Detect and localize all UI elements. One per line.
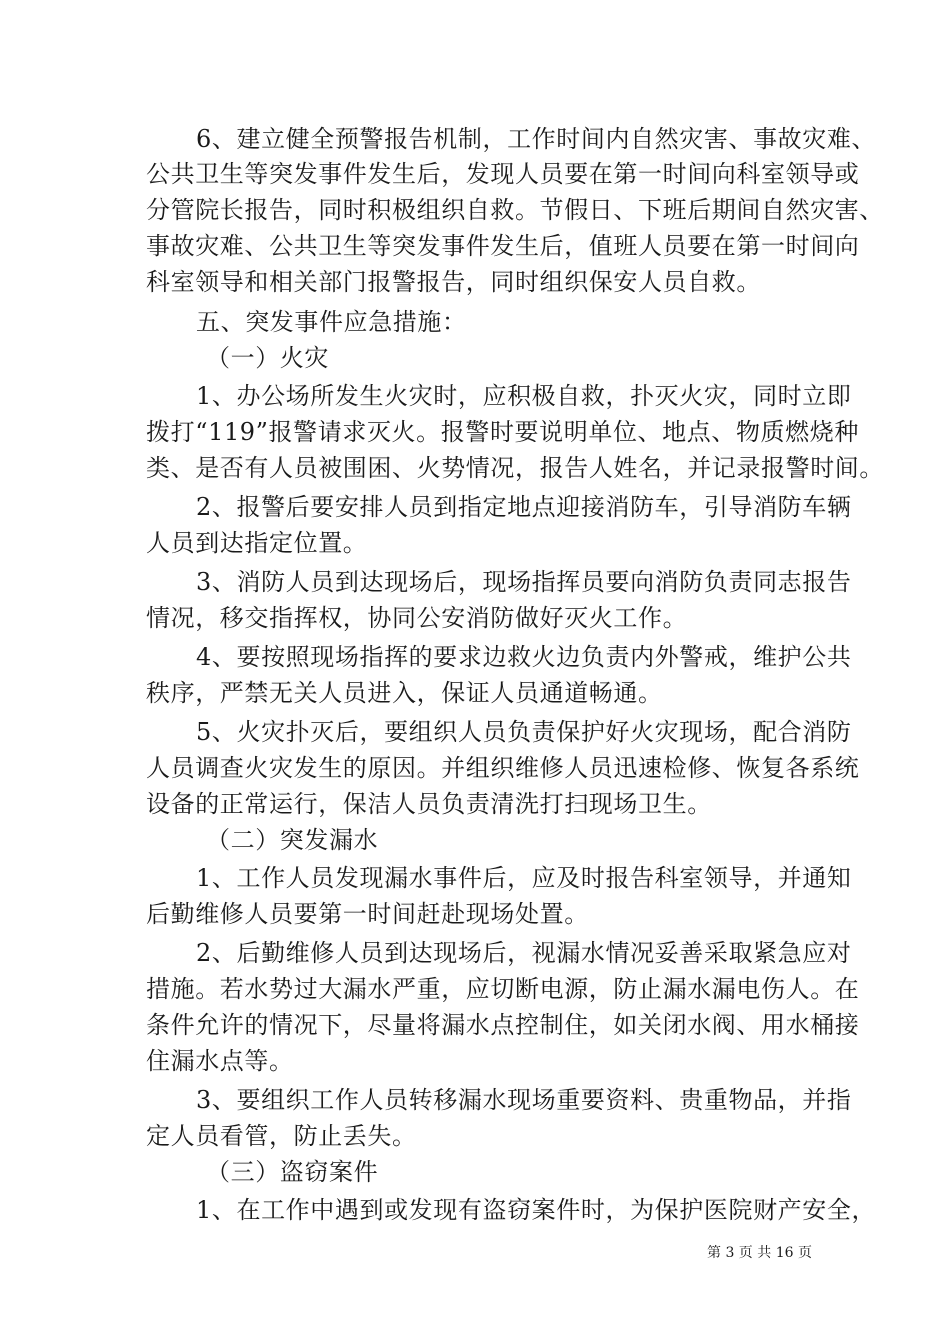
body-line: 住漏水点等。 bbox=[146, 1047, 294, 1075]
body-line: 拨打“119”报警请求灭火。报警时要说明单位、地点、物质燃烧种 bbox=[146, 418, 859, 446]
body-line: 设备的正常运行，保洁人员负责清洗打扫现场卫生。 bbox=[146, 790, 712, 818]
subsection-heading: （一）火灾 bbox=[206, 344, 329, 372]
body-line: 3、要组织工作人员转移漏水现场重要资料、贵重物品，并指 bbox=[196, 1086, 852, 1114]
body-line: 措施。若水势过大漏水严重，应切断电源，防止漏水漏电伤人。在 bbox=[146, 975, 860, 1003]
body-line: 6、建立健全预警报告机制，工作时间内自然灾害、事故灾难、 bbox=[196, 125, 877, 153]
body-line: 定人员看管，防止丢失。 bbox=[146, 1122, 417, 1150]
body-line: 公共卫生等突发事件发生后，发现人员要在第一时间向科室领导或 bbox=[146, 160, 860, 188]
section-heading: 五、突发事件应急措施： bbox=[196, 308, 467, 336]
body-line: 1、办公场所发生火灾时，应积极自救，扑灭火灾，同时立即 bbox=[196, 382, 852, 410]
body-line: 分管院长报告，同时积极组织自救。节假日、下班后期间自然灾害、 bbox=[146, 196, 884, 224]
body-line: 3、消防人员到达现场后，现场指挥员要向消防负责同志报告 bbox=[196, 568, 852, 596]
body-line: 科室领导和相关部门报警报告，同时组织保安人员自救。 bbox=[146, 268, 761, 296]
subsection-heading: （二）突发漏水 bbox=[206, 826, 379, 854]
body-line: 人员到达指定位置。 bbox=[146, 529, 368, 557]
body-line: 人员调查火灾发生的原因。并组织维修人员迅速检修、恢复各系统 bbox=[146, 754, 860, 782]
body-line: 事故灾难、公共卫生等突发事件发生后，值班人员要在第一时间向 bbox=[146, 232, 860, 260]
body-line: 情况，移交指挥权，协同公安消防做好灭火工作。 bbox=[146, 604, 688, 632]
body-line: 后勤维修人员要第一时间赶赴现场处置。 bbox=[146, 900, 589, 928]
body-line: 4、要按照现场指挥的要求边救火边负责内外警戒，维护公共 bbox=[196, 643, 852, 671]
subsection-heading: （三）盗窃案件 bbox=[206, 1158, 379, 1186]
body-line: 2、报警后要安排人员到指定地点迎接消防车，引导消防车辆 bbox=[196, 493, 852, 521]
body-line: 5、火灾扑灭后，要组织人员负责保护好火灾现场，配合消防 bbox=[196, 718, 852, 746]
page-number: 第 3 页 共 16 页 bbox=[707, 1245, 812, 1261]
body-line: 秩序，严禁无关人员进入，保证人员通道畅通。 bbox=[146, 679, 663, 707]
body-line: 类、是否有人员被围困、火势情况，报告人姓名，并记录报警时间。 bbox=[146, 454, 884, 482]
body-line: 2、后勤维修人员到达现场后，视漏水情况妥善采取紧急应对 bbox=[196, 939, 852, 967]
body-line: 条件允许的情况下，尽量将漏水点控制住，如关闭水阀、用水桶接 bbox=[146, 1011, 860, 1039]
body-line: 1、工作人员发现漏水事件后，应及时报告科室领导，并通知 bbox=[196, 864, 852, 892]
body-line: 1、在工作中遇到或发现有盗窃案件时，为保护医院财产安全， bbox=[196, 1196, 877, 1224]
